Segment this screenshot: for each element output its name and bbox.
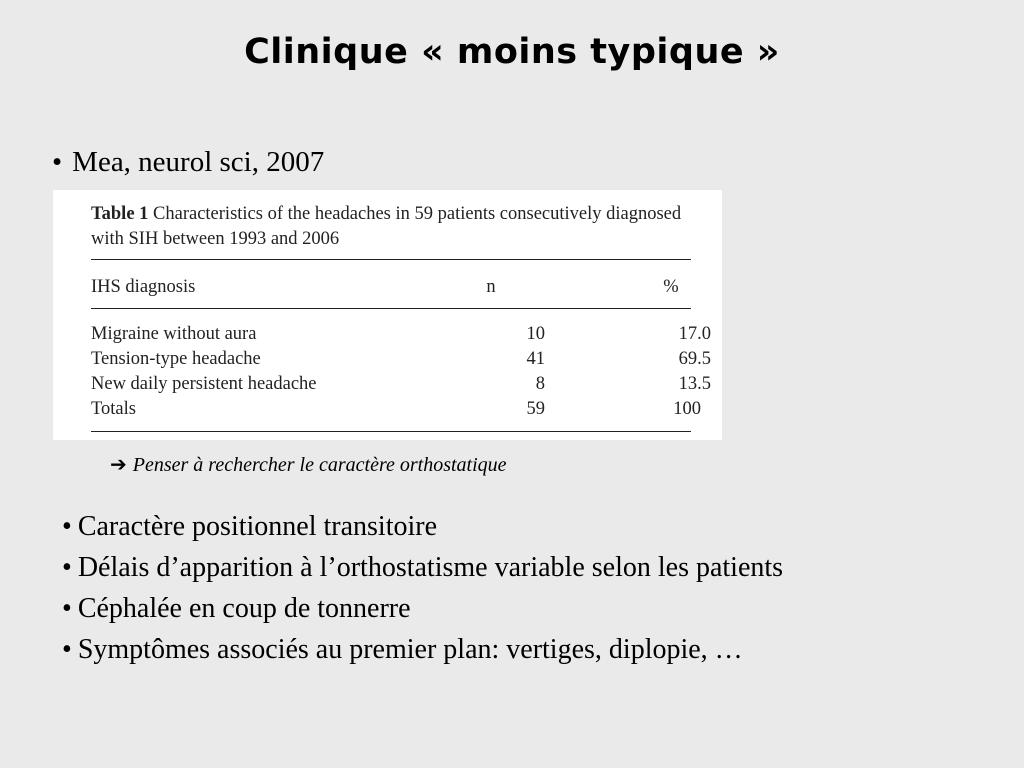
table-cell-n: 59 bbox=[526, 399, 545, 419]
table-header-row bbox=[91, 277, 691, 301]
table-cell-percent: 13.5 bbox=[678, 374, 711, 394]
bullet-list bbox=[62, 506, 783, 670]
table-cell-n: 41 bbox=[526, 349, 545, 369]
list-item bbox=[62, 547, 783, 588]
table-cell-percent: 69.5 bbox=[678, 349, 711, 369]
table-header-rule bbox=[91, 308, 691, 309]
bullet-icon: • bbox=[62, 593, 72, 624]
bullet-icon: • bbox=[52, 146, 63, 178]
table-row bbox=[91, 374, 711, 398]
table-cell-n: 10 bbox=[526, 324, 545, 344]
bullet-icon: • bbox=[62, 552, 72, 583]
table-top-rule bbox=[91, 259, 691, 260]
table-bottom-rule bbox=[91, 431, 691, 432]
list-item-text: Céphalée en coup de tonnerre bbox=[77, 593, 411, 624]
table-caption bbox=[91, 202, 691, 252]
arrow-right-icon: ➔ bbox=[110, 452, 127, 476]
table-cell-percent: 100 bbox=[673, 399, 701, 419]
table-caption-text: Characteristics of the headaches in 59 patients consecutively diagnosed with SIH between 1993 and 2006 bbox=[91, 204, 682, 249]
table-cell-diagnosis: New daily persistent headache bbox=[91, 374, 317, 394]
list-item-text: Délais d’apparition à l’orthostatisme variable selon les patients bbox=[77, 552, 784, 583]
table-row bbox=[91, 324, 711, 348]
table-image bbox=[53, 190, 722, 440]
bullet-icon: • bbox=[62, 634, 72, 665]
note-text: Penser à rechercher le caractère orthostatique bbox=[132, 454, 507, 476]
table-row bbox=[91, 349, 711, 373]
table-cell-diagnosis: Migraine without aura bbox=[91, 324, 257, 344]
list-item bbox=[62, 588, 783, 629]
note-line bbox=[110, 452, 507, 477]
reference-line bbox=[52, 146, 324, 179]
list-item bbox=[62, 629, 783, 670]
bullet-icon: • bbox=[62, 511, 72, 542]
table-cell-percent: 17.0 bbox=[678, 324, 711, 344]
table-header-diagnosis: IHS diagnosis bbox=[91, 277, 196, 297]
table-cell-n: 8 bbox=[535, 374, 545, 394]
list-item-text: Caractère positionnel transitoire bbox=[77, 511, 438, 542]
list-item bbox=[62, 506, 783, 547]
table-cell-diagnosis: Totals bbox=[91, 399, 136, 419]
table-header-percent: % bbox=[663, 277, 679, 297]
slide-title: Clinique « moins typique » bbox=[244, 32, 780, 72]
table-header-n: n bbox=[486, 277, 496, 297]
table-cell-diagnosis: Tension-type headache bbox=[91, 349, 261, 369]
table-row-totals bbox=[91, 399, 701, 423]
table-caption-label: Table 1 bbox=[91, 204, 149, 224]
reference-text: Mea, neurol sci, 2007 bbox=[72, 146, 325, 178]
list-item-text: Symptômes associés au premier plan: vertiges, diplopie, … bbox=[77, 634, 743, 665]
